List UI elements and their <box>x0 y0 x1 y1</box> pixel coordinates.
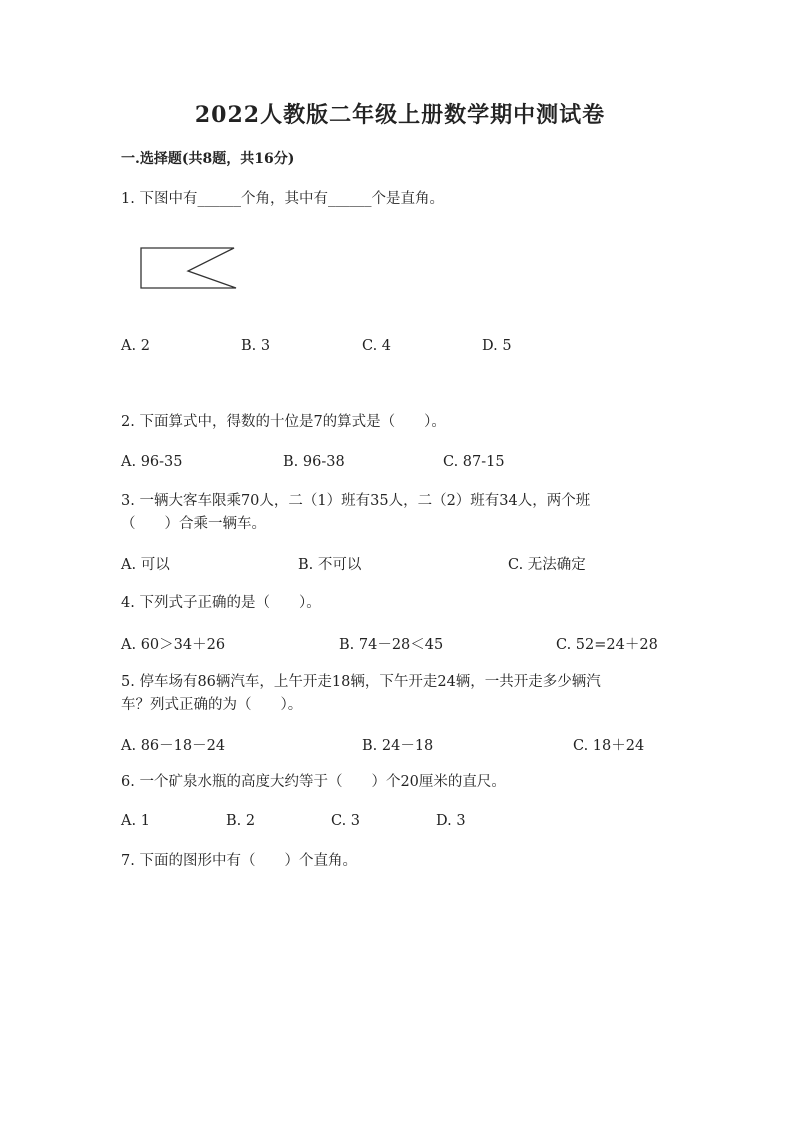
flag-shape <box>141 248 236 288</box>
question-5-text-line1: 5. 停车场有86辆汽车，上午开走18辆，下午开走24辆，一共开走多少辆汽 <box>121 674 601 690</box>
option-c[interactable]: C. 52=24＋28 <box>556 637 658 653</box>
option-a[interactable]: A. 可以 <box>121 557 170 573</box>
question-6-text: 6. 一个矿泉水瓶的高度大约等于（ ）个20厘米的直尺。 <box>121 774 506 790</box>
question-2-text: 2. 下面算式中，得数的十位是7的算式是（ ）。 <box>121 414 446 430</box>
option-b[interactable]: B. 74－28＜45 <box>339 637 444 653</box>
option-b[interactable]: B. 96-38 <box>283 454 345 470</box>
option-c[interactable]: C. 18＋24 <box>573 738 645 754</box>
option-c[interactable]: C. 3 <box>331 813 361 829</box>
question-4-text: 4. 下列式子正确的是（ ）。 <box>121 595 321 611</box>
section-heading: 一.选择题(共8题，共16分) <box>121 151 295 167</box>
option-a[interactable]: A. 2 <box>121 338 150 354</box>
option-d[interactable]: D. 3 <box>436 813 466 829</box>
question-3-text-line1: 3. 一辆大客车限乘70人，二（1）班有35人，二（2）班有34人，两个班 <box>121 493 591 509</box>
option-a[interactable]: A. 1 <box>121 813 150 829</box>
option-b[interactable]: B. 不可以 <box>298 557 362 573</box>
question-7-text: 7. 下面的图形中有（ ）个直角。 <box>121 853 357 869</box>
option-c[interactable]: C. 4 <box>362 338 392 354</box>
option-a[interactable]: A. 96-35 <box>121 454 183 470</box>
question-5-text-line2: 车？列式正确的为（ ）。 <box>121 697 303 713</box>
option-c[interactable]: C. 无法确定 <box>508 557 586 573</box>
option-a[interactable]: A. 86－18－24 <box>121 738 226 754</box>
option-d[interactable]: D. 5 <box>482 338 512 354</box>
option-c[interactable]: C. 87-15 <box>443 454 505 470</box>
question-3-text-line2: （ ）合乘一辆车。 <box>121 516 266 532</box>
option-a[interactable]: A. 60＞34＋26 <box>121 637 226 653</box>
option-b[interactable]: B. 24－18 <box>362 738 434 754</box>
option-b[interactable]: B. 2 <box>226 813 256 829</box>
question-1-figure <box>136 243 242 293</box>
option-b[interactable]: B. 3 <box>241 338 271 354</box>
exam-title: 2022人教版二年级上册数学期中测试卷 <box>194 102 606 128</box>
question-1-text: 1. 下图中有______个角，其中有______个是直角。 <box>121 191 444 207</box>
